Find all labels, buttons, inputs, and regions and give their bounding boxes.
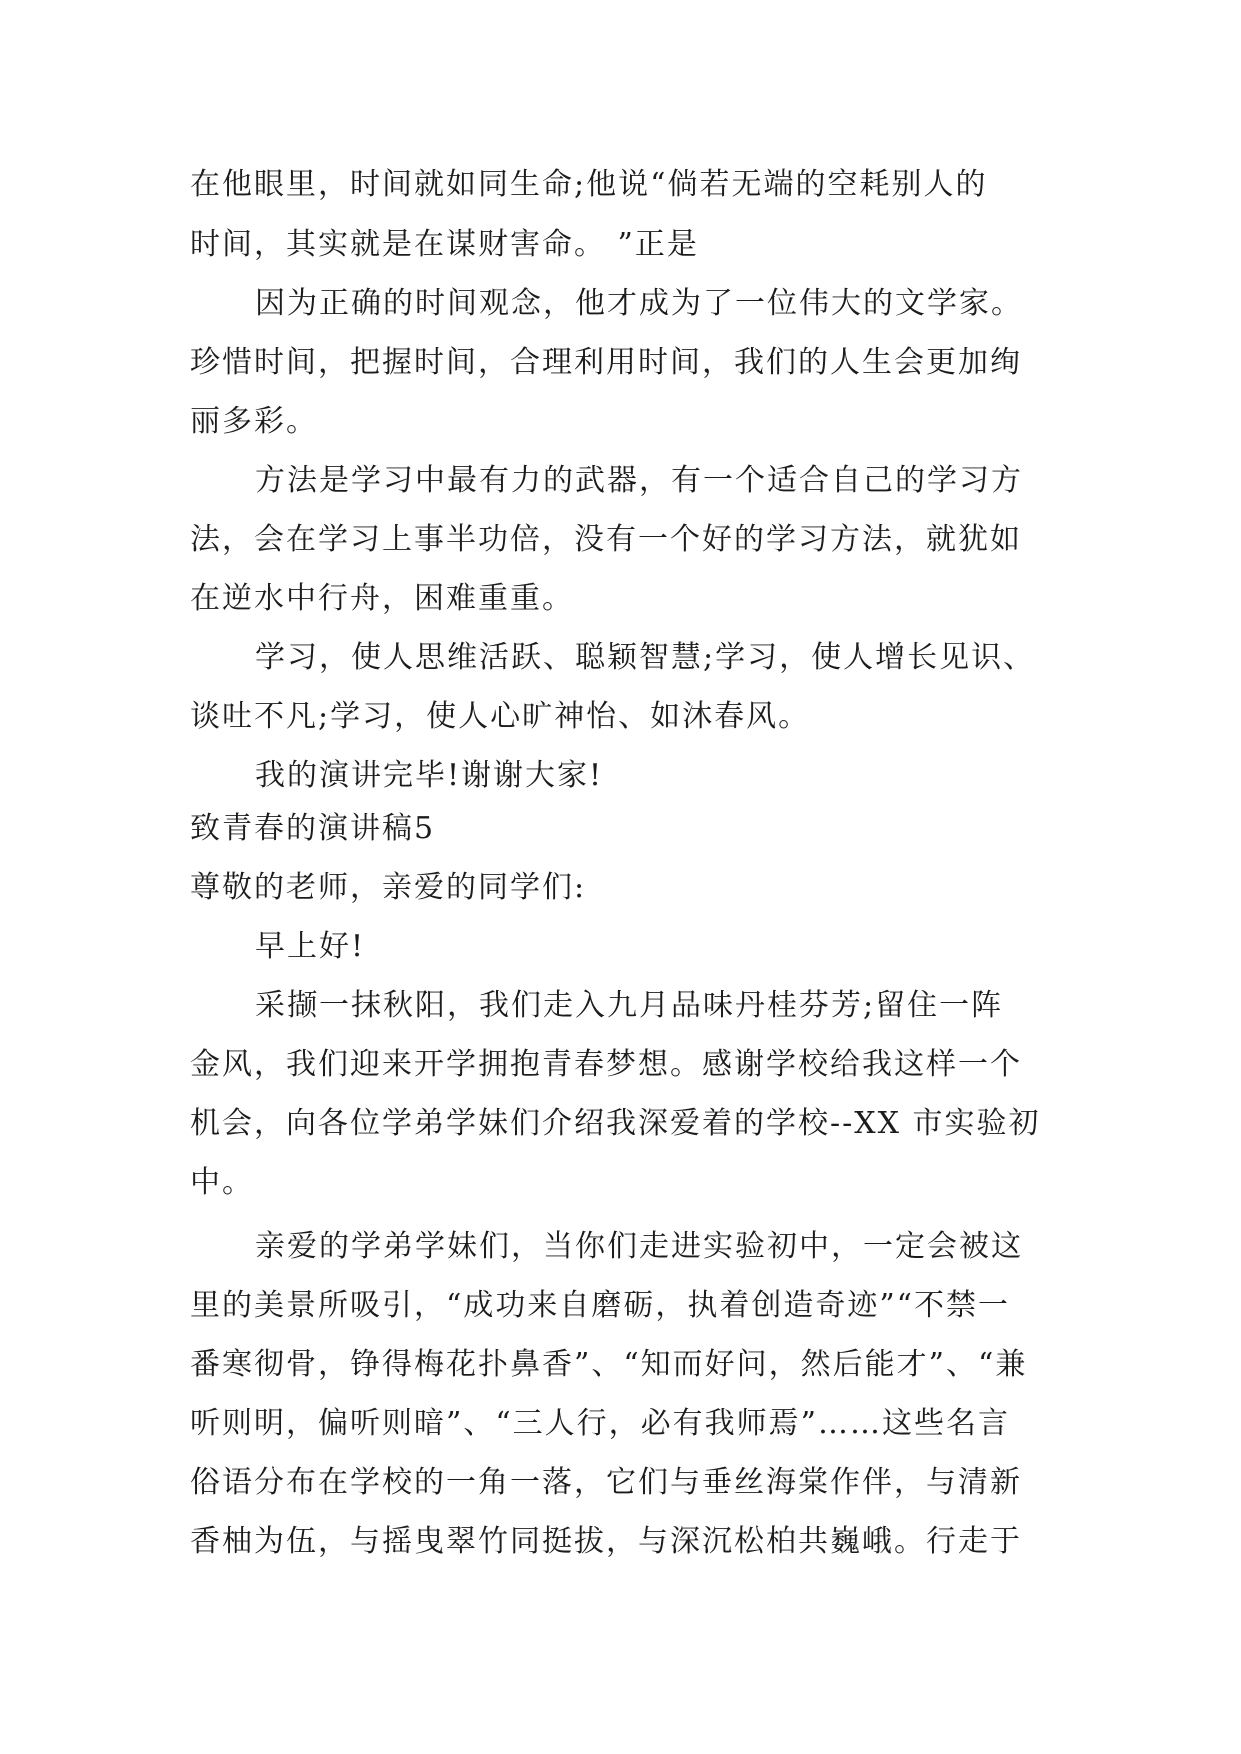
text-line: 金风，我们迎来开学拥抱青春梦想。感谢学校给我这样一个 [190, 1047, 1022, 1082]
text-line: 香柚为伍，与摇曳翠竹同挺拔，与深沉松柏共巍峨。行走于 [190, 1524, 1022, 1559]
text-line: 在逆水中行舟，困难重重。 [190, 581, 574, 616]
text-line: 听则明，偏听则暗”、“三人行，必有我师焉”……这些名言 [190, 1406, 1011, 1441]
text-line: 丽多彩。 [190, 404, 318, 439]
text-line: 方法是学习中最有力的武器，有一个适合自己的学习方 [255, 463, 1023, 498]
text-line: 时间，其实就是在谋财害命。 ”正是 [190, 227, 699, 262]
text-line: 俗语分布在学校的一角一落，它们与垂丝海棠作伴，与清新 [190, 1465, 1022, 1500]
salutation: 尊敬的老师，亲爱的同学们: [190, 870, 587, 905]
text-line: 采撷一抹秋阳，我们走入九月品味丹桂芬芳;留住一阵 [255, 988, 1004, 1023]
text-line: 里的美景所吸引，“成功来自磨砺，执着创造奇迹”“不禁一 [190, 1288, 1011, 1323]
text-line: 因为正确的时间观念，他才成为了一位伟大的文学家。 [255, 286, 1023, 321]
greeting: 早上好! [255, 929, 366, 964]
text-line: 亲爱的学弟学妹们，当你们走进实验初中，一定会被这 [255, 1229, 1023, 1264]
text-line: 中。 [190, 1165, 254, 1200]
text-line: 机会，向各位学弟学妹们介绍我深爱着的学校--XX 市实验初 [190, 1106, 1041, 1141]
section-heading: 致青春的演讲稿5 [190, 811, 436, 846]
text-line: 谈吐不凡;学习，使人心旷神怡、如沐春风。 [190, 699, 811, 734]
text-line: 珍惜时间，把握时间，合理利用时间，我们的人生会更加绚 [190, 345, 1022, 380]
text-line: 我的演讲完毕!谢谢大家! [255, 758, 604, 793]
text-line: 学习，使人思维活跃、聪颖智慧;学习，使人增长见识、 [255, 640, 1036, 675]
text-line: 在他眼里，时间就如同生命;他说“倘若无端的空耗别人的 [190, 167, 988, 202]
text-line: 番寒彻骨，铮得梅花扑鼻香”、“知而好问，然后能才”、“兼 [190, 1347, 1028, 1382]
text-line: 法，会在学习上事半功倍，没有一个好的学习方法，就犹如 [190, 522, 1022, 557]
